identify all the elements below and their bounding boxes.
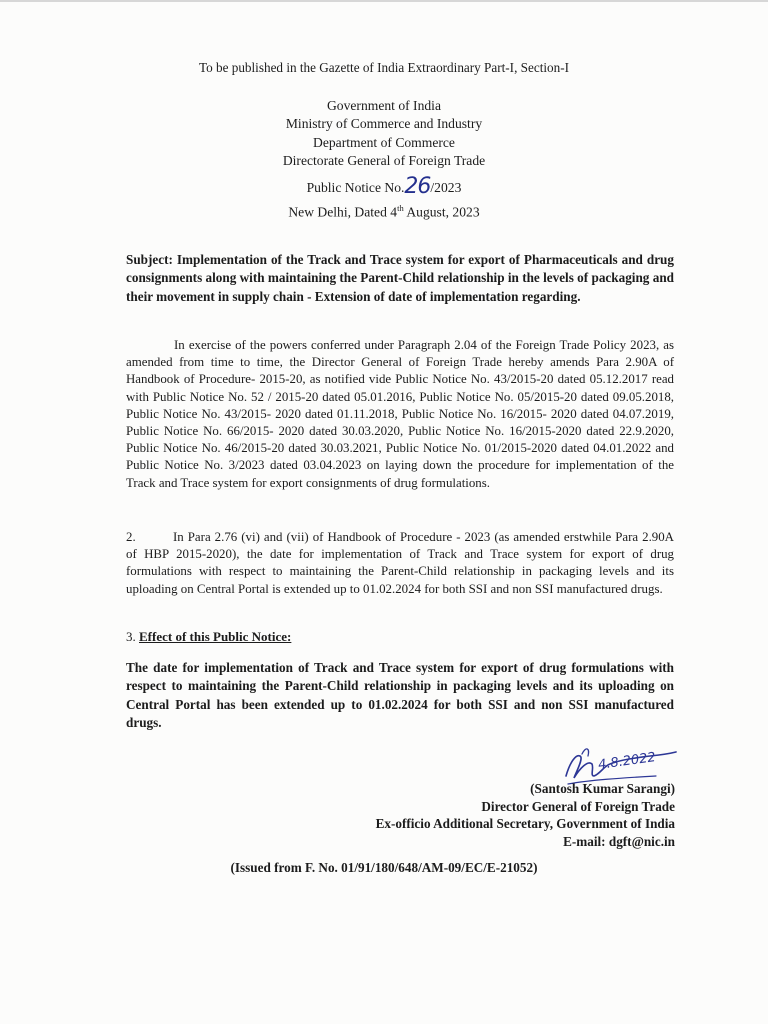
section-3-title: Effect of this Public Notice: [139, 629, 292, 644]
public-notice-number [0, 176, 768, 198]
notice-number-block [0, 176, 768, 223]
signatory-title-secondary: Ex-officio Additional Secretary, Government of India [375, 816, 675, 832]
section-3-number: 3. [126, 629, 139, 644]
header-ministry: Ministry of Commerce and Industry [285, 116, 483, 132]
notice-prefix: Public Notice No. [306, 180, 405, 195]
paragraph-2-number: 2. [126, 530, 136, 544]
signatory-title: Director General of Foreign Trade [481, 798, 675, 814]
signatory-block [376, 780, 675, 850]
header-department: Department of Commerce [313, 134, 455, 150]
paragraph-2-text: In Para 2.76 (vi) and (vii) of Handbook of Procedure - 2023 (as amended erstwhile Para 2.90A of HBP 2015-2020), the date for implementation of Track and Trace system for export of drug formulations with respect to maintaining the Parent-Child relationship in packaging levels and its uploading on Central Portal is extended up to 01.02.2024 for both SSI and non SSI manufactured drugs. [126, 530, 674, 596]
notice-date-prefix: New Delhi, Dated 4 [288, 204, 398, 220]
header-directorate: Directorate General of Foreign Trade [282, 153, 486, 169]
signature-date: 4.8.2022 [597, 750, 657, 773]
signatory-name: (Santosh Kumar Sarangi) [530, 781, 675, 796]
issuing-authority-header [0, 97, 768, 171]
handwritten-notice-number: 26 [404, 174, 431, 199]
notice-suffix: /2023 [430, 180, 462, 195]
notice-date [0, 198, 768, 223]
header-government: Government of India [326, 98, 441, 113]
page-top-edge [0, 0, 768, 2]
notice-date-sup: th [397, 203, 404, 213]
paragraph-1: In exercise of the powers conferred under Paragraph 2.04 of the Foreign Trade Policy 2023, as amended from time to time, the Director General of Foreign Trade hereby amends Para 2.90A of Handbook of Procedure- 2015-20, as notified vide Public Notice No. 43/2015-20 dated 05.12.2017 read with Public Notice No. 52 / 2015-20 dated 05.01.2016, Public Notice No. 05/2015-20 dated 09.05.2018, Public Notice No. 43/2015- 2020 dated 01.11.2018, Public Notice No. 16/2015- 2020 dated 04.07.2019, Public Notice No. 66/2015- 2020 dated 30.03.2020, Public Notice No. 16/2015-2020 dated 22.9.2020, Public Notice No. 46/2015-20 dated 30.03.2021, Public Notice No. 01/2015-2020 dated 04.01.2022 and Public Notice No. 3/2023 dated 03.04.2023 on laying down the procedure for implementation of the Track and Trace system for export consignments of drug formulations. [126, 338, 674, 490]
paragraph-2 [126, 529, 674, 598]
signatory-email: E-mail: dgft@nic.in [563, 833, 675, 849]
section-3-heading [126, 629, 291, 645]
gazette-line: To be published in the Gazette of India Extraordinary Part-I, Section-I [198, 60, 570, 75]
effect-paragraph: The date for implementation of Track and Trace system for export of drug formulations with respect to maintaining the Parent-Child relationship in packaging levels and its uploading on Central Portal has been extended up to 01.02.2024 for both SSI and non SSI manufactured drugs. [126, 660, 674, 731]
issued-from-file-number: (Issued from F. No. 01/91/180/648/AM-09/EC/E-21052) [230, 860, 538, 875]
subject-paragraph: Subject: Implementation of the Track and Trace system for export of Pharmaceuticals and drug consignments along with maintaining the Parent-Child relationship in the levels of packaging and their movement in supply chain - Extension of date of implementation regarding. [126, 252, 674, 304]
notice-date-suffix: August, 2023 [403, 204, 480, 220]
signature-stroke-loop [582, 749, 589, 756]
